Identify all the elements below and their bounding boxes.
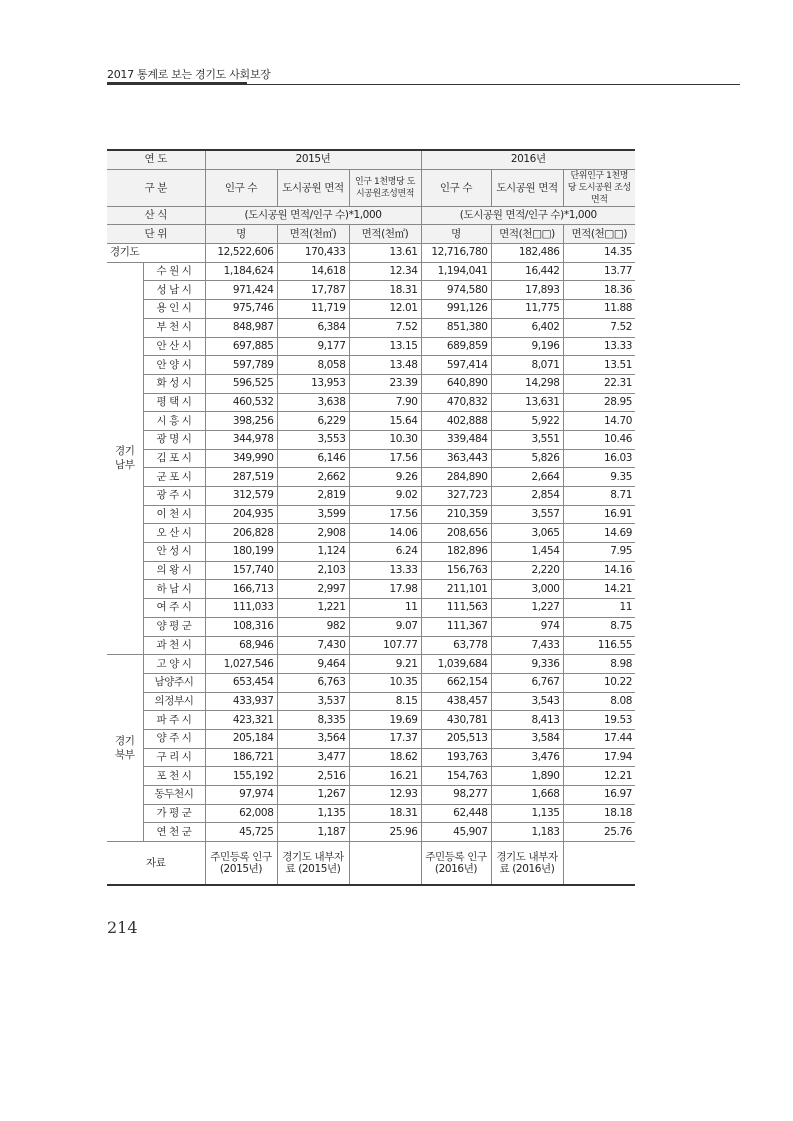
ratio-2015-cell: 12.93 [349, 786, 421, 805]
header-rule [107, 84, 740, 85]
table-row [107, 786, 635, 805]
pop-2016-cell: 205,513 [421, 729, 491, 748]
area-2016-cell: 6,767 [491, 673, 563, 692]
ratio-2015-cell: 107.77 [349, 636, 421, 655]
area-2015-cell: 11,719 [277, 300, 349, 319]
area-2015-cell: 7,430 [277, 636, 349, 655]
ratio-2016-cell: 17.94 [563, 748, 635, 767]
region-name: 남양주시 [143, 673, 205, 692]
ratio-2015-cell: 23.39 [349, 374, 421, 393]
table-row [107, 430, 635, 449]
area-2015-cell: 3,477 [277, 748, 349, 767]
region-name: 안 산 시 [143, 337, 205, 356]
pop-2016-cell: 662,154 [421, 673, 491, 692]
formula-2016: (도시공원 면적/인구 수)*1,000 [421, 206, 635, 225]
ratio-2015-cell: 7.90 [349, 393, 421, 412]
area-2016-cell: 2,664 [491, 468, 563, 487]
pop-2016-cell: 851,380 [421, 318, 491, 337]
area-2015-cell: 9,464 [277, 655, 349, 674]
region-name: 부 천 시 [143, 318, 205, 337]
pop-2016-cell: 974,580 [421, 281, 491, 300]
region-name: 광 주 시 [143, 487, 205, 506]
running-header: 2017 통계로 보는 경기도 사회보장 [107, 68, 271, 81]
ratio-2015-cell: 11 [349, 599, 421, 618]
year-label: 연 도 [107, 150, 205, 169]
south-region-label: 경기 남부 [107, 262, 143, 654]
area-2015-cell: 6,146 [277, 449, 349, 468]
pop-2015-cell: 68,946 [205, 636, 277, 655]
area-2015-cell: 2,819 [277, 487, 349, 506]
pop-2015-cell: 204,935 [205, 505, 277, 524]
region-name: 포 천 시 [143, 767, 205, 786]
ratio-2015-cell: 18.62 [349, 748, 421, 767]
ratio-2015-cell: 14.06 [349, 524, 421, 543]
region-name: 의 왕 시 [143, 561, 205, 580]
pop-2015-cell: 349,990 [205, 449, 277, 468]
area-2015-cell: 2,997 [277, 580, 349, 599]
unit-ratio-2015: 면적(천㎡) [349, 225, 421, 244]
area-2016-cell: 13,631 [491, 393, 563, 412]
region-name: 성 남 시 [143, 281, 205, 300]
year-row [107, 150, 635, 169]
pop-2015-cell: 1,184,624 [205, 262, 277, 281]
pop-2015-cell: 460,532 [205, 393, 277, 412]
ratio-2015-cell: 7.52 [349, 318, 421, 337]
table-row [107, 318, 635, 337]
total-area-2015: 170,433 [277, 244, 349, 263]
north-region-label: 경기 북부 [107, 655, 143, 842]
region-name: 의정부시 [143, 692, 205, 711]
region-name: 동두천시 [143, 786, 205, 805]
table-row [107, 487, 635, 506]
area-2016-cell: 3,000 [491, 580, 563, 599]
area-2016-cell: 11,775 [491, 300, 563, 319]
area-2015-cell: 1,124 [277, 543, 349, 562]
total-pop-2015: 12,522,606 [205, 244, 277, 263]
area-2015-cell: 9,177 [277, 337, 349, 356]
pop-2016-cell: 430,781 [421, 711, 491, 730]
unit-person-2015: 명 [205, 225, 277, 244]
unit-area-2016: 면적(천□□) [491, 225, 563, 244]
pop-2016-cell: 402,888 [421, 412, 491, 431]
table-row [107, 673, 635, 692]
table-row [107, 655, 635, 674]
ratio-2015-cell: 17.37 [349, 729, 421, 748]
pop-2015-cell: 597,789 [205, 356, 277, 375]
ratio-2016-cell: 14.70 [563, 412, 635, 431]
ratio-2016-cell: 11 [563, 599, 635, 618]
source-ratio-2016 [563, 842, 635, 886]
ratio-2016-cell: 14.16 [563, 561, 635, 580]
formula-row [107, 206, 635, 225]
pop-2015-cell: 62,008 [205, 804, 277, 823]
total-ratio-2016: 14.35 [563, 244, 635, 263]
area-2016-cell: 7,433 [491, 636, 563, 655]
pop-2016-cell: 339,484 [421, 430, 491, 449]
area-2016-cell: 1,668 [491, 786, 563, 805]
pop-2015-cell: 206,828 [205, 524, 277, 543]
area-2015-cell: 2,516 [277, 767, 349, 786]
region-name: 군 포 시 [143, 468, 205, 487]
category-label: 구 분 [107, 169, 205, 206]
area-2016-cell: 9,196 [491, 337, 563, 356]
table-row [107, 393, 635, 412]
pop-2016-cell: 62,448 [421, 804, 491, 823]
pop-header-2015: 인구 수 [205, 169, 277, 206]
table-row [107, 692, 635, 711]
ratio-2016-cell: 17.44 [563, 729, 635, 748]
area-2016-cell: 1,227 [491, 599, 563, 618]
source-row [107, 842, 635, 886]
table-row [107, 636, 635, 655]
pop-2016-cell: 640,890 [421, 374, 491, 393]
area-2015-cell: 2,662 [277, 468, 349, 487]
ratio-2016-cell: 10.46 [563, 430, 635, 449]
pop-2015-cell: 157,740 [205, 561, 277, 580]
area-2015-cell: 3,537 [277, 692, 349, 711]
park-area-table [107, 149, 635, 886]
region-name: 하 남 시 [143, 580, 205, 599]
area-2016-cell: 974 [491, 617, 563, 636]
table-row [107, 804, 635, 823]
region-name: 평 택 시 [143, 393, 205, 412]
ratio-2015-cell: 17.98 [349, 580, 421, 599]
region-name: 여 주 시 [143, 599, 205, 618]
pop-2015-cell: 155,192 [205, 767, 277, 786]
ratio-2016-cell: 116.55 [563, 636, 635, 655]
table-row [107, 561, 635, 580]
park-area-header-2015: 도시공원 면적 [277, 169, 349, 206]
region-name: 수 원 시 [143, 262, 205, 281]
formula-label: 산 식 [107, 206, 205, 225]
table-row [107, 767, 635, 786]
ratio-2016-cell: 8.71 [563, 487, 635, 506]
table-row [107, 505, 635, 524]
area-2016-cell: 3,557 [491, 505, 563, 524]
ratio-2015-cell: 18.31 [349, 281, 421, 300]
area-2016-cell: 6,402 [491, 318, 563, 337]
source-label: 자료 [107, 842, 205, 886]
area-2015-cell: 982 [277, 617, 349, 636]
pop-2016-cell: 689,859 [421, 337, 491, 356]
per-capita-header-2015: 인구 1천명당 도시공원조성면적 [349, 169, 421, 206]
ratio-2016-cell: 18.36 [563, 281, 635, 300]
ratio-2016-cell: 13.51 [563, 356, 635, 375]
pop-2015-cell: 97,974 [205, 786, 277, 805]
pop-2016-cell: 363,443 [421, 449, 491, 468]
ratio-2015-cell: 25.96 [349, 823, 421, 842]
pop-2015-cell: 975,746 [205, 300, 277, 319]
pop-2016-cell: 111,563 [421, 599, 491, 618]
area-2016-cell: 2,220 [491, 561, 563, 580]
area-2016-cell: 1,183 [491, 823, 563, 842]
area-2015-cell: 6,229 [277, 412, 349, 431]
area-2016-cell: 3,065 [491, 524, 563, 543]
ratio-2015-cell: 6.24 [349, 543, 421, 562]
ratio-2016-cell: 22.31 [563, 374, 635, 393]
pop-2016-cell: 156,763 [421, 561, 491, 580]
ratio-2016-cell: 10.22 [563, 673, 635, 692]
table-row [107, 543, 635, 562]
pop-2016-cell: 991,126 [421, 300, 491, 319]
pop-2016-cell: 98,277 [421, 786, 491, 805]
ratio-2016-cell: 13.33 [563, 337, 635, 356]
ratio-2016-cell: 28.95 [563, 393, 635, 412]
table-row [107, 617, 635, 636]
pop-2015-cell: 653,454 [205, 673, 277, 692]
pop-2015-cell: 1,027,546 [205, 655, 277, 674]
table-row [107, 449, 635, 468]
region-name: 안 성 시 [143, 543, 205, 562]
ratio-2016-cell: 11.88 [563, 300, 635, 319]
pop-header-2016: 인구 수 [421, 169, 491, 206]
pop-2016-cell: 111,367 [421, 617, 491, 636]
area-2015-cell: 2,908 [277, 524, 349, 543]
area-2015-cell: 14,618 [277, 262, 349, 281]
pop-2015-cell: 111,033 [205, 599, 277, 618]
table-row [107, 524, 635, 543]
area-2016-cell: 5,826 [491, 449, 563, 468]
page-number: 214 [107, 918, 138, 937]
ratio-2015-cell: 15.64 [349, 412, 421, 431]
table-row [107, 337, 635, 356]
ratio-2015-cell: 12.34 [349, 262, 421, 281]
unit-area-2015: 면적(천㎡) [277, 225, 349, 244]
area-2015-cell: 1,267 [277, 786, 349, 805]
ratio-2015-cell: 13.15 [349, 337, 421, 356]
unit-ratio-2016: 면적(천□□) [563, 225, 635, 244]
ratio-2016-cell: 7.52 [563, 318, 635, 337]
pop-2015-cell: 180,199 [205, 543, 277, 562]
total-name: 경기도 [107, 244, 205, 263]
ratio-2016-cell: 14.69 [563, 524, 635, 543]
area-2016-cell: 1,454 [491, 543, 563, 562]
pop-2015-cell: 433,937 [205, 692, 277, 711]
ratio-2015-cell: 18.31 [349, 804, 421, 823]
table-row [107, 281, 635, 300]
area-2016-cell: 8,413 [491, 711, 563, 730]
ratio-2015-cell: 9.26 [349, 468, 421, 487]
ratio-2015-cell: 10.35 [349, 673, 421, 692]
ratio-2016-cell: 8.98 [563, 655, 635, 674]
source-ratio-2015 [349, 842, 421, 886]
area-2015-cell: 8,335 [277, 711, 349, 730]
ratio-2015-cell: 12.01 [349, 300, 421, 319]
region-name: 양 주 시 [143, 729, 205, 748]
region-name: 용 인 시 [143, 300, 205, 319]
pop-2016-cell: 327,723 [421, 487, 491, 506]
region-name: 파 주 시 [143, 711, 205, 730]
area-2015-cell: 1,187 [277, 823, 349, 842]
region-name: 가 평 군 [143, 804, 205, 823]
year-2016: 2016년 [421, 150, 635, 169]
region-name: 양 평 군 [143, 617, 205, 636]
area-2015-cell: 3,564 [277, 729, 349, 748]
area-2015-cell: 3,638 [277, 393, 349, 412]
formula-2015: (도시공원 면적/인구 수)*1,000 [205, 206, 421, 225]
year-2015: 2015년 [205, 150, 421, 169]
ratio-2015-cell: 9.07 [349, 617, 421, 636]
area-2016-cell: 5,922 [491, 412, 563, 431]
area-2016-cell: 3,584 [491, 729, 563, 748]
table-row [107, 711, 635, 730]
unit-row [107, 225, 635, 244]
area-2016-cell: 3,551 [491, 430, 563, 449]
ratio-2016-cell: 12.21 [563, 767, 635, 786]
pop-2016-cell: 284,890 [421, 468, 491, 487]
area-2016-cell: 14,298 [491, 374, 563, 393]
table-row [107, 374, 635, 393]
area-2016-cell: 3,476 [491, 748, 563, 767]
ratio-2016-cell: 13.77 [563, 262, 635, 281]
pop-2016-cell: 210,359 [421, 505, 491, 524]
area-2015-cell: 17,787 [277, 281, 349, 300]
ratio-2016-cell: 16.97 [563, 786, 635, 805]
area-2015-cell: 3,599 [277, 505, 349, 524]
pop-2016-cell: 1,194,041 [421, 262, 491, 281]
ratio-2015-cell: 9.02 [349, 487, 421, 506]
pop-2015-cell: 398,256 [205, 412, 277, 431]
pop-2016-cell: 211,101 [421, 580, 491, 599]
region-name: 오 산 시 [143, 524, 205, 543]
table-row [107, 468, 635, 487]
area-2015-cell: 8,058 [277, 356, 349, 375]
area-2015-cell: 13,953 [277, 374, 349, 393]
source-area-2016: 경기도 내부자료 (2016년) [491, 842, 563, 886]
region-name: 연 천 군 [143, 823, 205, 842]
area-2015-cell: 2,103 [277, 561, 349, 580]
table-row [107, 823, 635, 842]
area-2015-cell: 1,135 [277, 804, 349, 823]
ratio-2015-cell: 16.21 [349, 767, 421, 786]
ratio-2016-cell: 7.95 [563, 543, 635, 562]
ratio-2016-cell: 16.91 [563, 505, 635, 524]
pop-2016-cell: 438,457 [421, 692, 491, 711]
ratio-2016-cell: 14.21 [563, 580, 635, 599]
area-2016-cell: 16,442 [491, 262, 563, 281]
ratio-2015-cell: 13.33 [349, 561, 421, 580]
region-name: 과 천 시 [143, 636, 205, 655]
pop-2015-cell: 166,713 [205, 580, 277, 599]
pop-2015-cell: 45,725 [205, 823, 277, 842]
ratio-2016-cell: 18.18 [563, 804, 635, 823]
pop-2016-cell: 154,763 [421, 767, 491, 786]
pop-2016-cell: 45,907 [421, 823, 491, 842]
ratio-2015-cell: 13.48 [349, 356, 421, 375]
table-row [107, 356, 635, 375]
total-area-2016: 182,486 [491, 244, 563, 263]
table-row [107, 580, 635, 599]
pop-2016-cell: 193,763 [421, 748, 491, 767]
unit-label: 단 위 [107, 225, 205, 244]
total-row [107, 244, 635, 263]
ratio-2015-cell: 10.30 [349, 430, 421, 449]
pop-2015-cell: 186,721 [205, 748, 277, 767]
area-2016-cell: 17,893 [491, 281, 563, 300]
ratio-2015-cell: 17.56 [349, 449, 421, 468]
pop-2015-cell: 287,519 [205, 468, 277, 487]
pop-2016-cell: 208,656 [421, 524, 491, 543]
park-area-header-2016: 도시공원 면적 [491, 169, 563, 206]
area-2015-cell: 1,221 [277, 599, 349, 618]
ratio-2016-cell: 16.03 [563, 449, 635, 468]
source-area-2015: 경기도 내부자료 (2015년) [277, 842, 349, 886]
ratio-2016-cell: 25.76 [563, 823, 635, 842]
region-name: 화 성 시 [143, 374, 205, 393]
pop-2016-cell: 1,039,684 [421, 655, 491, 674]
table-row [107, 300, 635, 319]
pop-2015-cell: 312,579 [205, 487, 277, 506]
area-2016-cell: 3,543 [491, 692, 563, 711]
area-2016-cell: 1,890 [491, 767, 563, 786]
area-2016-cell: 2,854 [491, 487, 563, 506]
region-name: 김 포 시 [143, 449, 205, 468]
pop-2015-cell: 205,184 [205, 729, 277, 748]
pop-2016-cell: 470,832 [421, 393, 491, 412]
ratio-2015-cell: 19.69 [349, 711, 421, 730]
pop-2016-cell: 597,414 [421, 356, 491, 375]
area-2016-cell: 9,336 [491, 655, 563, 674]
ratio-2015-cell: 8.15 [349, 692, 421, 711]
ratio-2015-cell: 17.56 [349, 505, 421, 524]
ratio-2015-cell: 9.21 [349, 655, 421, 674]
area-2016-cell: 1,135 [491, 804, 563, 823]
unit-person-2016: 명 [421, 225, 491, 244]
pop-2015-cell: 971,424 [205, 281, 277, 300]
per-capita-header-2016: 단위인구 1천명당 도시공원 조성면적 [563, 169, 635, 206]
ratio-2016-cell: 8.75 [563, 617, 635, 636]
ratio-2016-cell: 8.08 [563, 692, 635, 711]
region-name: 이 천 시 [143, 505, 205, 524]
category-row [107, 169, 635, 206]
table-row [107, 748, 635, 767]
region-name: 고 양 시 [143, 655, 205, 674]
source-pop-2015: 주민등록 인구 (2015년) [205, 842, 277, 886]
area-2015-cell: 6,384 [277, 318, 349, 337]
source-pop-2016: 주민등록 인구 (2016년) [421, 842, 491, 886]
pop-2016-cell: 63,778 [421, 636, 491, 655]
area-2015-cell: 3,553 [277, 430, 349, 449]
region-name: 광 명 시 [143, 430, 205, 449]
region-name: 시 흥 시 [143, 412, 205, 431]
area-2016-cell: 8,071 [491, 356, 563, 375]
pop-2015-cell: 848,987 [205, 318, 277, 337]
area-2015-cell: 6,763 [277, 673, 349, 692]
table-row [107, 729, 635, 748]
pop-2015-cell: 697,885 [205, 337, 277, 356]
total-ratio-2015: 13.61 [349, 244, 421, 263]
pop-2015-cell: 423,321 [205, 711, 277, 730]
pop-2016-cell: 182,896 [421, 543, 491, 562]
region-name: 구 리 시 [143, 748, 205, 767]
table-row [107, 262, 635, 281]
ratio-2016-cell: 19.53 [563, 711, 635, 730]
ratio-2016-cell: 9.35 [563, 468, 635, 487]
table-row [107, 412, 635, 431]
region-name: 안 양 시 [143, 356, 205, 375]
pop-2015-cell: 108,316 [205, 617, 277, 636]
table-row [107, 599, 635, 618]
pop-2015-cell: 596,525 [205, 374, 277, 393]
total-pop-2016: 12,716,780 [421, 244, 491, 263]
pop-2015-cell: 344,978 [205, 430, 277, 449]
